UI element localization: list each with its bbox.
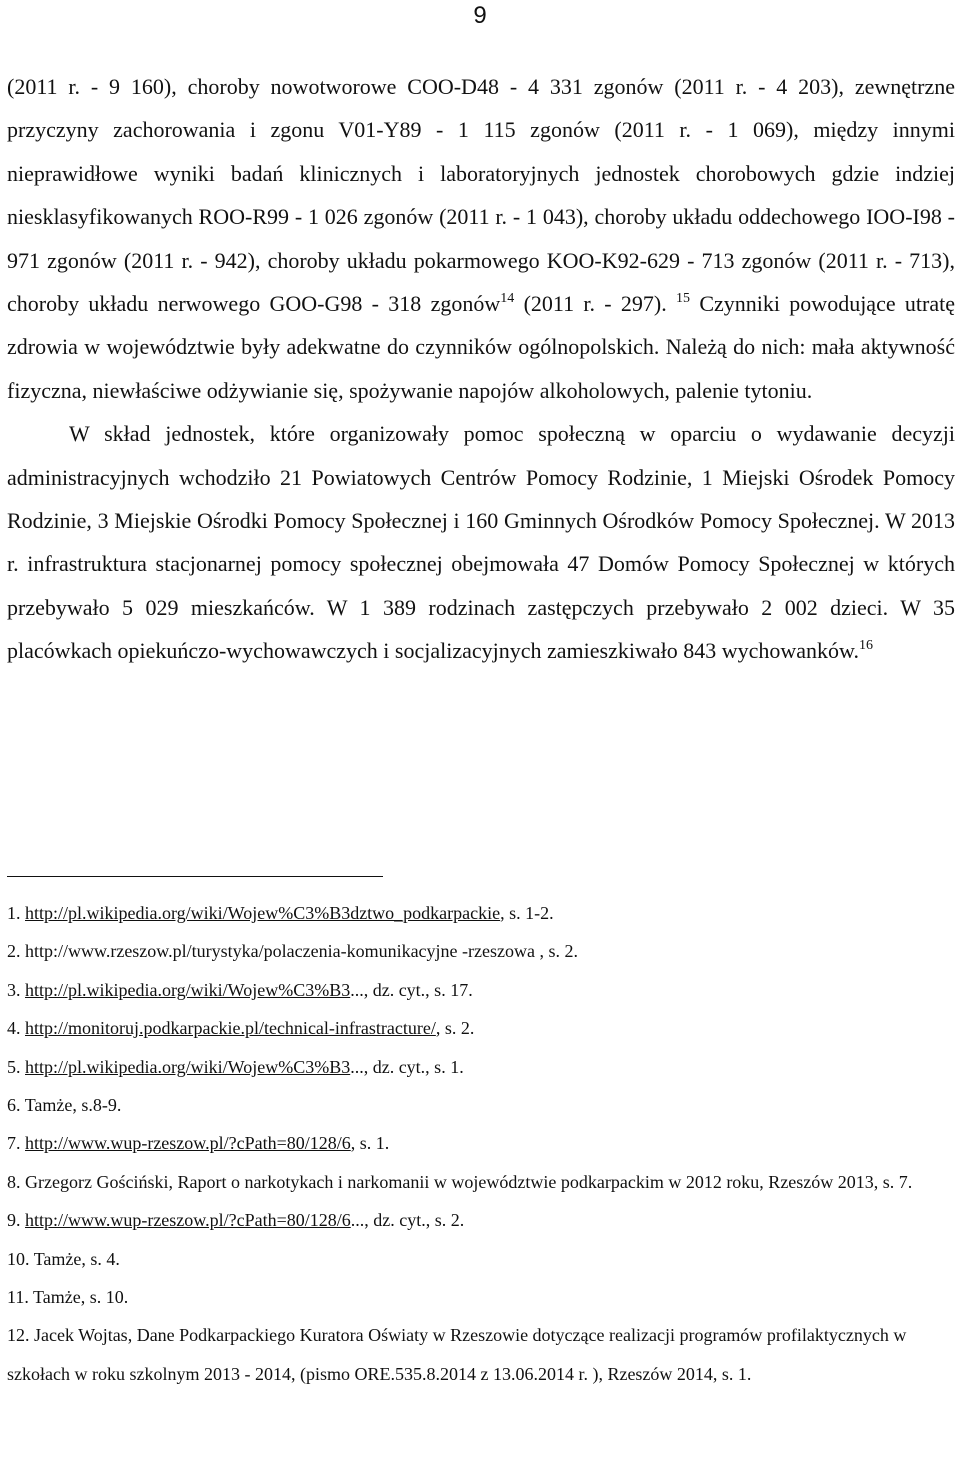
footnote-number: 7.	[7, 1133, 21, 1154]
paragraph-2	[7, 412, 955, 672]
footnote-number: 3.	[7, 979, 21, 1000]
footnote-item	[7, 932, 955, 970]
footnote-text: Tamże, s. 4.	[33, 1248, 120, 1269]
footnote-number: 2.	[7, 941, 21, 962]
footnote-item	[7, 1086, 955, 1124]
footnote-number: 4.	[7, 1018, 21, 1039]
footnote-link[interactable]: http://pl.wikipedia.org/wiki/Wojew%C3%B3dztwo_podkarpackie	[25, 903, 501, 923]
footnote-item	[7, 1316, 955, 1393]
footnote-item	[7, 1163, 955, 1201]
footnote-number: 6.	[7, 1095, 21, 1116]
footnote-link[interactable]: http://www.wup-rzeszow.pl/?cPath=80/128/6	[25, 1210, 351, 1231]
footnote-ref-14[interactable]: 14	[500, 291, 515, 307]
footnote-text: http://www.rzeszow.pl/turystyka/polaczenia-komunikacyjne -rzeszowa , s. 2.	[25, 941, 578, 962]
text-segment: Czynniki powodujące utratę zdrowia w województwie były adekwatne do czynników ogólnopolskich. Należą do nich: mała aktywność fizyczna, niewłaściwe odżywianie się, spożywanie napojów alkoholowych, palenie tytoniu.	[7, 291, 955, 403]
footnote-text: ..., dz. cyt., s. 2.	[350, 1210, 465, 1231]
footnote-text: Tamże, s.8-9.	[24, 1095, 122, 1116]
footnote-text: , s. 2.	[435, 1018, 475, 1039]
footnote-link[interactable]: http://monitoruj.podkarpackie.pl/technical-infrastracture/	[25, 1018, 436, 1039]
paragraph-1	[7, 65, 955, 412]
footnotes-list	[7, 894, 955, 1393]
footnote-link[interactable]: http://pl.wikipedia.org/wiki/Wojew%C3%B3	[25, 1056, 351, 1077]
footnote-item	[7, 1124, 955, 1162]
footnote-number: 9.	[7, 1210, 21, 1231]
footnote-item	[7, 1278, 955, 1316]
footnote-text: Tamże, s. 10.	[33, 1287, 129, 1308]
footnote-number: 1.	[7, 903, 21, 923]
footnote-text: , s. 1-2.	[500, 903, 554, 923]
page-number: 9	[473, 2, 487, 29]
footnote-item	[7, 1201, 955, 1239]
footnote-link[interactable]: http://pl.wikipedia.org/wiki/Wojew%C3%B3	[25, 979, 351, 1000]
text-segment: (2011 r. - 297).	[514, 291, 677, 317]
footnote-item	[7, 894, 955, 932]
footnote-number: 5.	[7, 1056, 21, 1077]
footnote-ref-16[interactable]: 16	[858, 638, 873, 654]
body-text	[7, 65, 955, 673]
footnote-item	[7, 1009, 955, 1047]
footnote-ref-15[interactable]: 15	[676, 291, 691, 307]
footnote-number: 12.	[7, 1325, 30, 1346]
footnote-number: 10.	[7, 1248, 30, 1269]
footnote-item	[7, 1048, 955, 1086]
footnote-separator	[7, 876, 383, 877]
footnote-text: ..., dz. cyt., s. 17.	[350, 979, 473, 1000]
footnote-item	[7, 971, 955, 1009]
footnote-text: Grzegorz Gościński, Raport o narkotykach i narkomanii w województwie podkarpackim w 2012 roku, Rzeszów 2013, s. 7.	[25, 1171, 913, 1192]
text-segment: W skład jednostek, które organizowały pomoc społeczną w oparciu o wydawanie decyzji administracyjnych wchodziło 21 Powiatowych Centrów Pomocy Rodzinie, 1 Miejski Ośrodek Pomocy Rodzinie, 3 Miejskie Ośrodki Pomocy Społecznej i 160 Gminnych Ośrodków Pomocy Społecznej. W 2013 r. infrastruktura stacjonarnej pomocy społecznej obejmowała 47 Domów Pomocy Społecznej w których przebywało 5 029 mieszkańców. W 1 389 rodzinach zastępczych przebywało 2 002 dzieci. W 35 placówkach opiekuńczo-wychowawczych i socjalizacyjnych zamieszkiwało 843 wychowanków.	[7, 421, 955, 664]
footnote-item	[7, 1240, 955, 1278]
footnote-number: 8.	[7, 1171, 21, 1192]
footnote-link[interactable]: http://www.wup-rzeszow.pl/?cPath=80/128/6	[25, 1133, 351, 1154]
footnote-text: , s. 1.	[350, 1133, 390, 1154]
footnote-number: 11.	[7, 1287, 29, 1308]
footnote-text: Jacek Wojtas, Dane Podkarpackiego Kuratora Oświaty w Rzeszowie dotyczące realizacji programów profilaktycznych w szkołach w roku szkolnym 2013 - 2014, (pismo ORE.535.8.2014 z 13.06.2014 r. ), Rzeszów 2014, s. 1.	[7, 1325, 907, 1384]
footnote-text: ..., dz. cyt., s. 1.	[350, 1056, 464, 1077]
text-segment: (2011 r. - 9 160), choroby nowotworowe COO-D48 - 4 331 zgonów (2011 r. - 4 203), zewnętrzne przyczyny zachorowania i zgonu V01-Y89 - 1 115 zgonów (2011 r. - 1 069), między innymi nieprawidłowe wyniki badań klinicznych i laboratoryjnych jednostek chorobowych gdzie indziej niesklasyfikowanych ROO-R99 - 1 026 zgonów (2011 r. - 1 043), choroby układu oddechowego IOO-I98 - 971 zgonów (2011 r. - 942), choroby układu pokarmowego KOO-K92-629 - 713 zgonów (2011 r. - 713), choroby układu nerwowego GOO-G98 - 318 zgonów	[7, 74, 955, 317]
